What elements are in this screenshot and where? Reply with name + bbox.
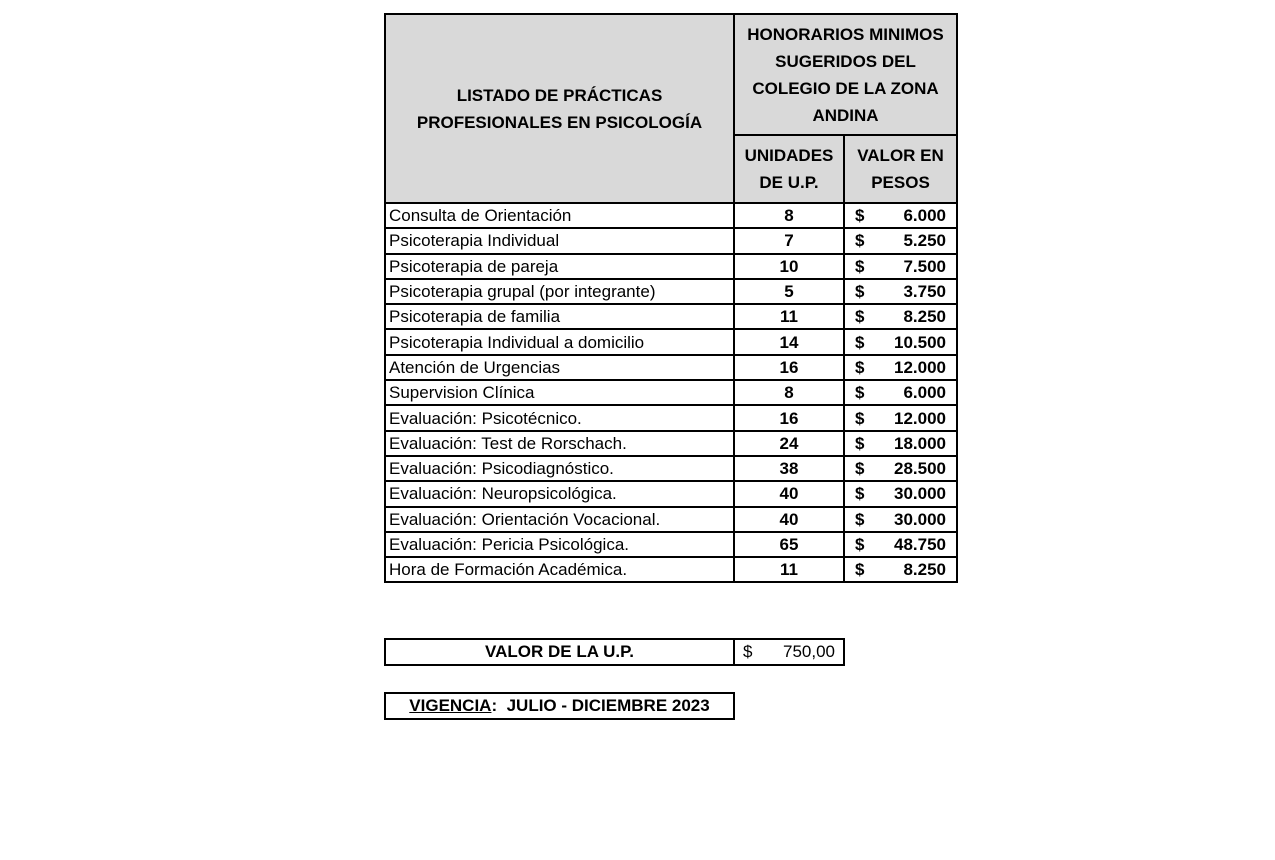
practice-price: 30.000 — [894, 509, 946, 529]
practice-name: Evaluación: Neuropsicológica. — [385, 481, 734, 506]
practice-price-cell — [844, 279, 957, 304]
currency-symbol: $ — [855, 535, 865, 554]
practice-price: 18.000 — [894, 433, 946, 453]
currency-symbol: $ — [855, 231, 865, 251]
practice-price-cell — [844, 481, 957, 506]
practice-price: 10.500 — [894, 332, 946, 352]
practice-units: 24 — [734, 431, 844, 456]
practice-name: Evaluación: Psicodiagnóstico. — [385, 456, 734, 481]
practice-price: 7.500 — [903, 256, 946, 276]
up-value-table — [384, 638, 845, 666]
table-row — [385, 228, 957, 253]
table-row — [385, 532, 957, 557]
practices-header: LISTADO DE PRÁCTICAS PROFESIONALES EN PSICOLOGÍA — [385, 14, 734, 203]
table-row — [385, 380, 957, 405]
table-row — [385, 405, 957, 430]
practice-price: 28.500 — [894, 459, 946, 479]
practice-name: Psicoterapia Individual — [385, 228, 734, 253]
practice-price-cell — [844, 203, 957, 228]
practice-price-cell — [844, 228, 957, 253]
currency-symbol: $ — [855, 282, 865, 302]
currency-symbol: $ — [855, 433, 865, 453]
table-row — [385, 279, 957, 304]
table-row — [385, 507, 957, 532]
practice-name: Evaluación: Pericia Psicológica. — [385, 532, 734, 557]
practice-name: Evaluación: Orientación Vocacional. — [385, 507, 734, 532]
table-row — [385, 329, 957, 354]
practice-name: Evaluación: Psicotécnico. — [385, 405, 734, 430]
practice-units: 14 — [734, 329, 844, 354]
table-row — [385, 456, 957, 481]
table-row — [385, 431, 957, 456]
currency-symbol: $ — [855, 459, 865, 479]
table-row — [385, 557, 957, 582]
table-row — [385, 254, 957, 279]
practice-name: Atención de Urgencias — [385, 355, 734, 380]
practice-price: 12.000 — [894, 357, 946, 377]
up-value-cell — [734, 639, 844, 665]
practice-units: 11 — [734, 557, 844, 582]
practice-price-cell — [844, 380, 957, 405]
currency-symbol: $ — [855, 206, 865, 226]
practice-price-cell — [844, 329, 957, 354]
practice-name: Psicoterapia de familia — [385, 304, 734, 329]
practice-price-cell — [844, 532, 957, 557]
practice-price: 12.000 — [894, 408, 946, 428]
practice-price: 8.250 — [903, 560, 946, 580]
practice-price: 6.000 — [903, 206, 946, 226]
practice-price: 48.750 — [894, 535, 946, 554]
practice-price: 6.000 — [903, 383, 946, 403]
vigencia-value: JULIO - DICIEMBRE 2023 — [506, 696, 710, 715]
practice-units: 10 — [734, 254, 844, 279]
vigencia-colon: : — [491, 696, 498, 715]
practice-units: 40 — [734, 481, 844, 506]
table-row — [385, 203, 957, 228]
practice-price-cell — [844, 304, 957, 329]
currency-symbol: $ — [855, 560, 865, 580]
practice-price-cell — [844, 431, 957, 456]
practice-name: Hora de Formación Académica. — [385, 557, 734, 582]
practice-units: 16 — [734, 405, 844, 430]
table-row — [385, 355, 957, 380]
practice-units: 65 — [734, 532, 844, 557]
practice-units: 8 — [734, 380, 844, 405]
currency-symbol: $ — [855, 383, 865, 403]
practice-units: 11 — [734, 304, 844, 329]
practice-name: Supervision Clínica — [385, 380, 734, 405]
fees-header: HONORARIOS MINIMOS SUGERIDOS DEL COLEGIO DE LA ZONA ANDINA — [734, 14, 957, 135]
vigencia-cell — [385, 693, 734, 719]
practice-units: 5 — [734, 279, 844, 304]
up-value-label: VALOR DE LA U.P. — [385, 639, 734, 665]
up-value-amount: 750,00 — [783, 642, 835, 661]
practice-price: 5.250 — [903, 231, 946, 251]
practice-units: 8 — [734, 203, 844, 228]
practice-price-cell — [844, 355, 957, 380]
currency-symbol: $ — [855, 408, 865, 428]
practice-units: 16 — [734, 355, 844, 380]
practice-price: 3.750 — [903, 282, 946, 302]
currency-symbol: $ — [855, 256, 865, 276]
practice-price-cell — [844, 405, 957, 430]
practice-price-cell — [844, 456, 957, 481]
vigencia-key: VIGENCIA — [409, 696, 492, 715]
currency-symbol: $ — [855, 357, 865, 377]
value-column-header: VALOR EN PESOS — [844, 135, 957, 203]
currency-symbol: $ — [855, 509, 865, 529]
practice-price-cell — [844, 254, 957, 279]
practice-units: 40 — [734, 507, 844, 532]
table-row — [385, 304, 957, 329]
practice-name: Psicoterapia grupal (por integrante) — [385, 279, 734, 304]
table-row — [385, 481, 957, 506]
practice-name: Psicoterapia de pareja — [385, 254, 734, 279]
vigencia-table — [384, 692, 735, 720]
currency-symbol: $ — [855, 307, 865, 327]
units-column-header: UNIDADES DE U.P. — [734, 135, 844, 203]
fees-table — [384, 13, 958, 583]
practice-price: 8.250 — [903, 307, 946, 327]
practice-name: Psicoterapia Individual a domicilio — [385, 329, 734, 354]
practice-name: Consulta de Orientación — [385, 203, 734, 228]
up-currency-symbol: $ — [743, 642, 753, 661]
currency-symbol: $ — [855, 332, 865, 352]
practice-units: 7 — [734, 228, 844, 253]
practice-price: 30.000 — [894, 484, 946, 504]
currency-symbol: $ — [855, 484, 865, 504]
practice-units: 38 — [734, 456, 844, 481]
practice-price-cell — [844, 507, 957, 532]
practice-name: Evaluación: Test de Rorschach. — [385, 431, 734, 456]
practice-price-cell — [844, 557, 957, 582]
